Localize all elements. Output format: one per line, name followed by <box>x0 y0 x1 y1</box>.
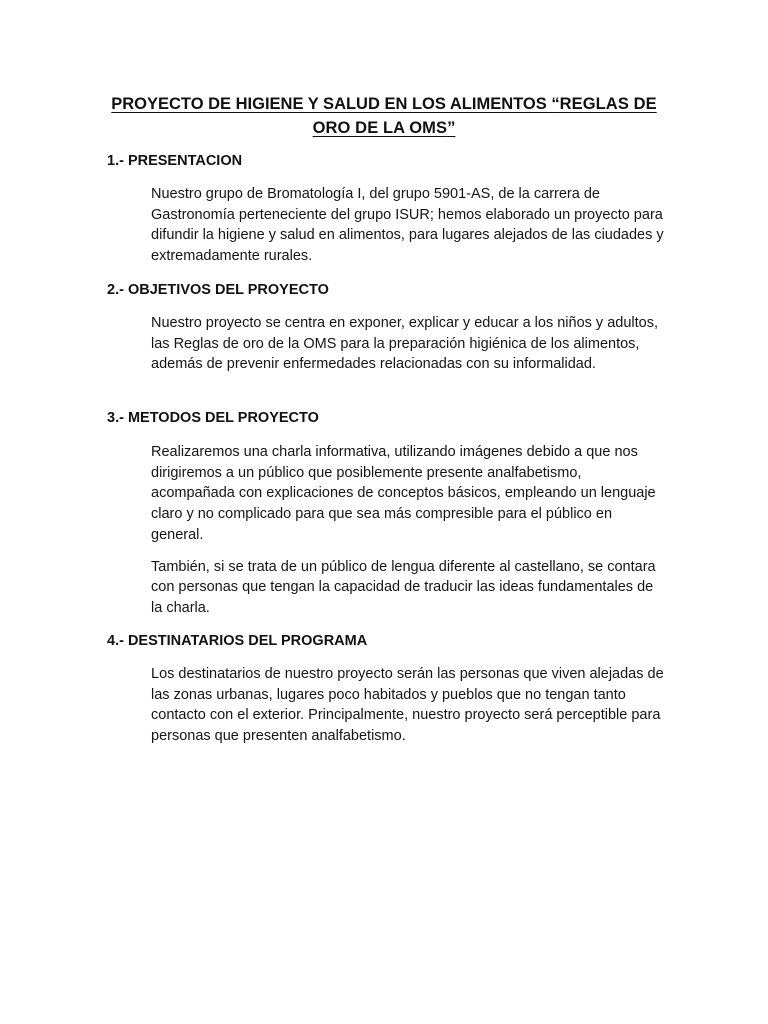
section-destinatarios <box>107 631 667 747</box>
section-heading: 3.- METODOS DEL PROYECTO <box>107 410 319 426</box>
section-heading: 4.- DESTINATARIOS DEL PROGRAMA <box>107 633 368 649</box>
section-paragraph: Realizaremos una charla informativa, utilizando imágenes debido a que nos dirigiremos a un público que posiblemente presente analfabetismo, acompañada con explicaciones de conceptos básicos, empleando un lenguaje claro y no complicado para que sea más compresible para el público en general. <box>151 444 656 543</box>
document-title <box>100 92 668 140</box>
section-paragraph: Nuestro grupo de Bromatología I, del grupo 5901-AS, de la carrera de Gastronomía perteneciente del grupo ISUR; hemos elaborado un proyecto para difundir la higiene y salud en alimentos, para lugares alejados de las ciudades y extremadamente rurales. <box>151 186 664 265</box>
section-paragraph: Nuestro proyecto se centra en exponer, explicar y educar a los niños y adultos, las Reglas de oro de la OMS para la preparación higiénica de los alimentos, además de prevenir enfermedades relacionadas con su informalidad. <box>151 315 658 373</box>
section-heading: 1.- PRESENTACION <box>107 153 243 169</box>
section-metodos <box>107 408 667 619</box>
title-emphasis: REGLAS DE ORO DE LA OMS <box>312 95 657 137</box>
section-heading: 2.- OBJETIVOS DEL PROYECTO <box>107 282 329 298</box>
section-paragraph: También, si se trata de un público de lengua diferente al castellano, se contara con personas que tengan la capacidad de traducir las ideas fundamentales de la charla. <box>151 558 656 616</box>
section-presentacion <box>107 151 667 267</box>
title-main: PROYECTO DE HIGIENE Y SALUD EN LOS ALIMENTOS “ <box>111 95 560 113</box>
section-objetivos <box>107 280 667 375</box>
title-close-quote: ” <box>447 119 456 137</box>
section-paragraph: Los destinatarios de nuestro proyecto serán las personas que viven alejadas de las zonas urbanas, lugares poco habitados y pueblos que no tengan tanto contacto con el exterior. Principalmente, nuestro proyecto será perceptible para personas que presenten analfabetismo. <box>151 666 664 745</box>
